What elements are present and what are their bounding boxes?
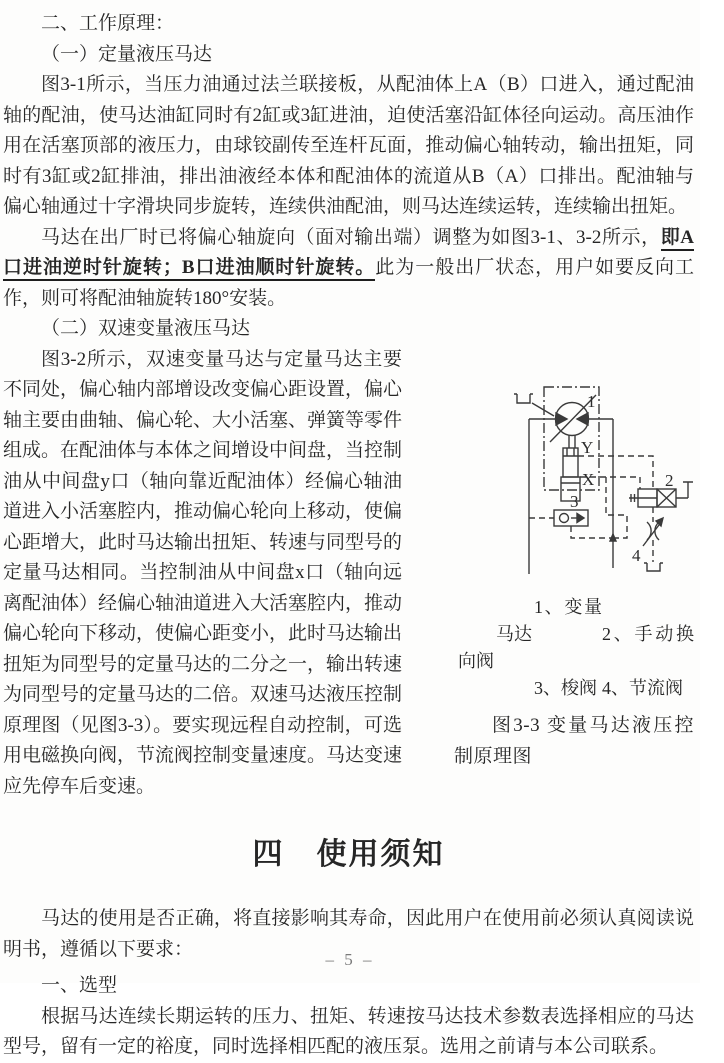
figure-caption: 图3-3 变量马达液压控制原理图 — [454, 715, 694, 767]
tank-symbol-top — [514, 394, 533, 403]
section2-para3: 图3-2所示，双速变量马达与定量马达主要不同处，偏心轴内部增设改变偏心距设置，偏心轴主要由曲轴、偏心轮、大小活塞、弹簧等零件组成。在配油体与本体之间增设中间盘，当控制油从中间盘y口（轴向靠近配油体）经偏心轴油道进入小活塞腔内，推动偏心轮向上移动，使偏心距增大，此时马达输出扭矩、转速与同型号的定量马达相同。当控制油从中间盘x口（轴向远离配油体）经偏心轴油道进入大活塞腔内，推动偏心轮向下移动，使偏心距变小，此时马达输出扭矩为同型号的定量马达的二分之一，输出转速为同型号的定量马达的二倍。双速马达液压控制原理图（见图3-3）。要实现远程自动控制，可选用电磁换向阀，节流阀控制变量速度。马达变速应先停车后变速。 — [3, 348, 403, 797]
hydraulic-circuit-diagram — [486, 382, 724, 582]
section2-para2 — [3, 223, 694, 315]
para2-bold-underline: 即A口进油逆时针旋转；B口进油顺时针旋转。 — [3, 227, 694, 282]
figure-legend — [448, 594, 694, 702]
tank-symbol-bottom — [644, 563, 663, 571]
label-valve: 2 — [665, 470, 674, 490]
motor-shaft — [569, 435, 575, 448]
section4-sub1-heading: 一、选型 — [41, 975, 118, 996]
section2-heading: 二、工作原理： — [41, 13, 175, 34]
section2-sub2-heading: （二）双速变量液压马达 — [41, 318, 251, 339]
valve-lever — [676, 482, 693, 498]
section2-para3-wrap — [3, 345, 694, 803]
section2-para1: 图3-1所示，当压力油通过法兰联接板，从配油体上A（B）口进入，通过配油轴的配油，使马达油缸同时有2缸或3缸进油，迫使活塞沿缸体径向运动。高压油作用在活塞顶部的液压力，由球铰副传至连杆瓦面，推动偏心轴转动，输出扭矩，同时有3缸或2缸排油，排出油液经本体和配油体的流道从B（A）口排出。配油轴与偏心轴通过十字滑块同步旋转，连续供油配油，则马达连续运转，连续输出扭矩。 — [3, 74, 694, 217]
section4-heading: 四 使用须知 — [252, 838, 445, 871]
legend-item-4: 4、节流阀 — [602, 678, 683, 698]
legend-item-3: 3、梭阀 — [534, 678, 597, 698]
para2-post: 此为一般出厂状态，用户如要反向工作，则可将配油轴旋转180°安装。 — [3, 257, 694, 309]
page-number: – 5 – — [325, 950, 375, 969]
figure-inner — [402, 382, 694, 773]
section4-para2: 根据马达连续长期运转的压力、扭矩、转速按马达技术参数表选择相应的马达型号，留有一定的裕度，同时选择相匹配的液压泵。选用之前请与本公司联系。 — [3, 1005, 694, 1057]
small-piston-cylinder — [563, 448, 578, 477]
section4-para1: 马达的使用是否正确，将直接影响其寿命，因此用户在使用前必须认真阅读说明书，遵循以下要求： — [3, 908, 694, 960]
figure-3-3 — [402, 382, 694, 773]
section2-sub1-heading: （一）定量液压马达 — [41, 43, 213, 65]
legend-row-1 — [458, 594, 694, 675]
legend-item-2: 2、手动换向阀 — [458, 624, 694, 671]
junction-arrow — [610, 534, 616, 541]
label-port-y: Y — [581, 437, 594, 457]
drain-leader-line — [532, 403, 554, 416]
label-motor: 1 — [587, 391, 596, 411]
legend-item-1: 1、变量马达 — [496, 597, 602, 644]
legend-row-2 — [458, 675, 694, 702]
label-shuttle: 3 — [570, 491, 579, 511]
para2-pre: 马达在出厂时已将偏心轴旋向（面对输出端）调整为如图3-1、3-2所示， — [41, 226, 661, 248]
directional-valve-symbol — [629, 482, 693, 507]
label-throttle: 4 — [632, 545, 641, 565]
label-port-x: X — [582, 469, 595, 489]
